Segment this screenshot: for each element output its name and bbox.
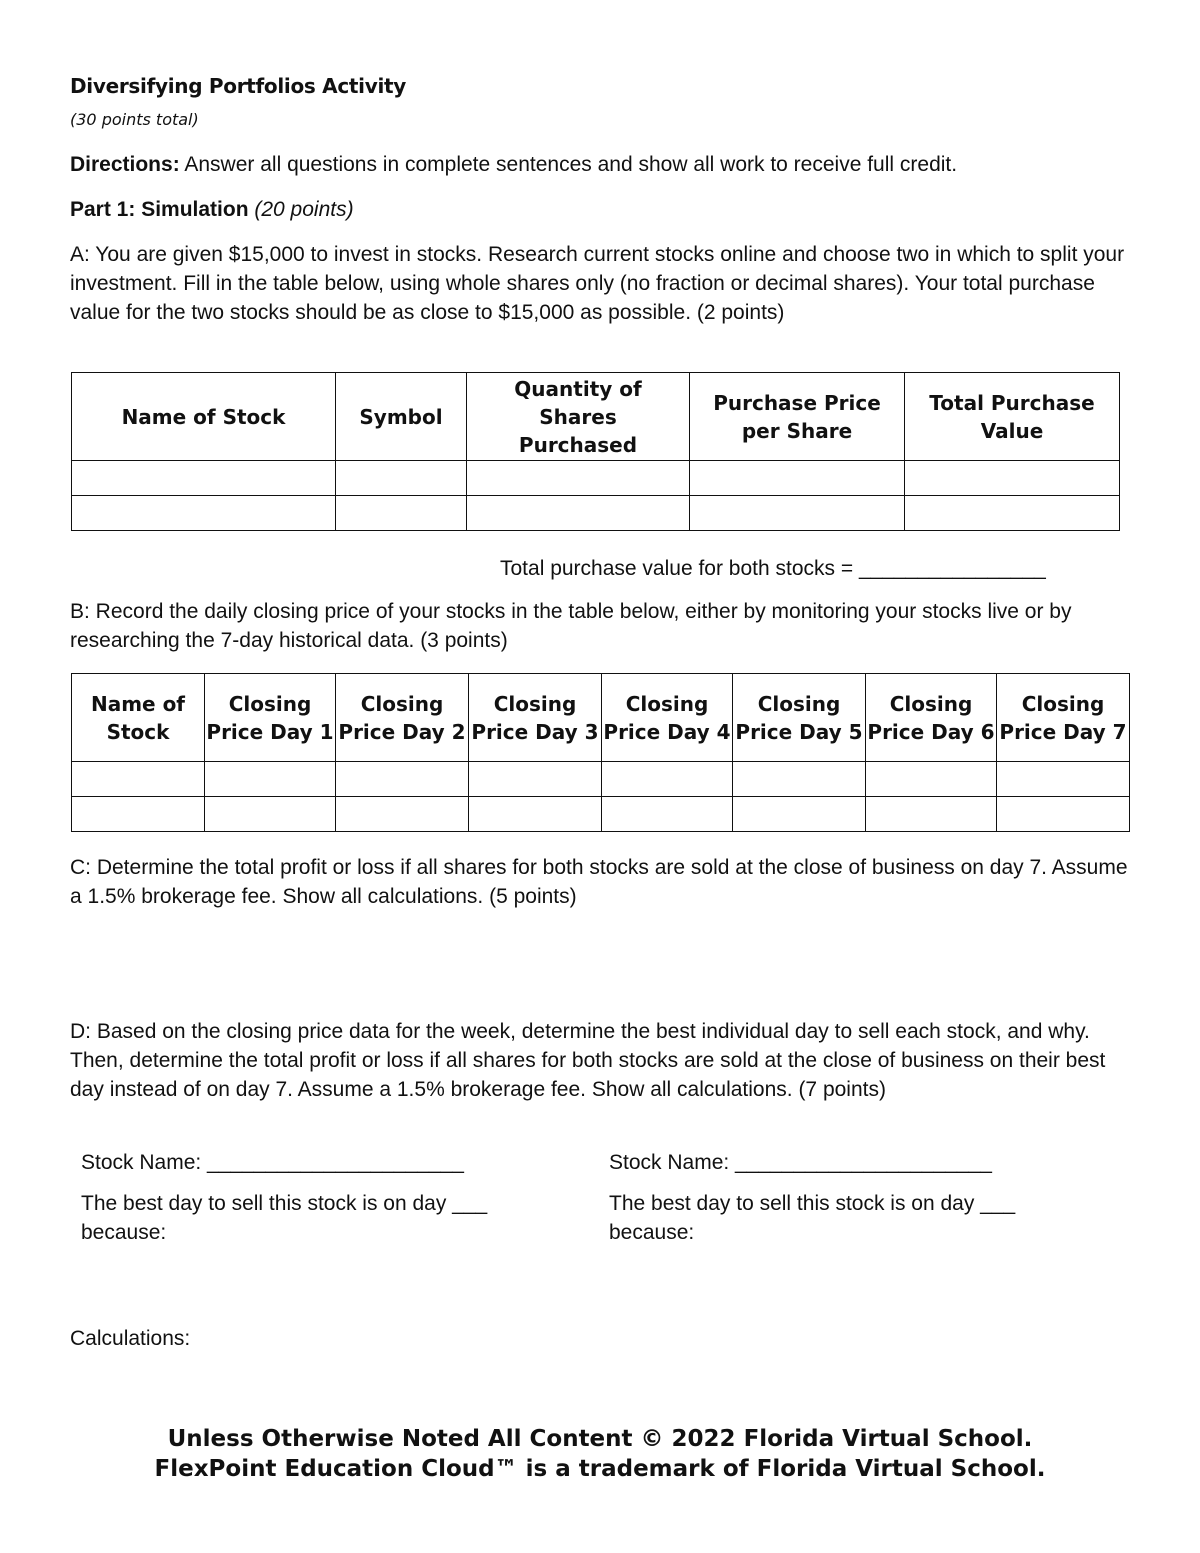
part1-points: (20 points) <box>248 198 354 221</box>
stock-right-best-day[interactable]: The best day to sell this stock is on day ___ because: <box>609 1192 1016 1244</box>
header-day-4: Closing Price Day 4 <box>602 674 733 762</box>
table-row <box>72 797 1130 832</box>
header-day-5: Closing Price Day 5 <box>733 674 866 762</box>
table-cell[interactable] <box>866 762 997 797</box>
table-cell[interactable] <box>336 797 469 832</box>
table-row <box>72 762 1130 797</box>
directions-text: Answer all questions in complete sentences and show all work to receive full credit. <box>179 153 958 176</box>
table-cell[interactable] <box>72 797 205 832</box>
section-c-text: C: Determine the total profit or loss if all shares for both stocks are sold at the close of business on day 7. Assume a 1.5% brokerage fee. Show all calculations. (5 points) <box>70 856 1128 908</box>
stock-left-name-line[interactable]: Stock Name: ______________________ <box>81 1151 464 1174</box>
footer-copyright: Unless Otherwise Noted All Content © 2022 Florida Virtual School. <box>167 1426 1033 1452</box>
table-cell[interactable] <box>905 461 1120 496</box>
section-a-text: A: You are given $15,000 to invest in stocks. Research current stocks online and choose two in which to split your investment. Fill in the table below, using whole shares only (no fraction or decimal shares). Your total purchase value for the two stocks should be as close to $15,000 as possible. (2 points) <box>70 243 1125 324</box>
table-cell[interactable] <box>690 496 905 531</box>
document-title: Diversifying Portfolios Activity <box>70 74 407 98</box>
header-day-6: Closing Price Day 6 <box>866 674 997 762</box>
table-cell[interactable] <box>205 797 336 832</box>
header-day-2: Closing Price Day 2 <box>336 674 469 762</box>
table-cell[interactable] <box>866 797 997 832</box>
table-cell[interactable] <box>72 461 336 496</box>
purchase-table <box>71 372 1120 531</box>
table-cell[interactable] <box>997 797 1130 832</box>
table-cell[interactable] <box>72 762 205 797</box>
table-cell[interactable] <box>602 797 733 832</box>
points-total: (30 points total) <box>70 110 199 129</box>
directions-label: Directions: <box>70 153 180 176</box>
closing-price-table <box>71 673 1130 832</box>
header-quantity: Quantity of Shares Purchased <box>467 373 690 461</box>
table-cell[interactable] <box>469 762 602 797</box>
header-symbol: Symbol <box>336 373 467 461</box>
table-row <box>72 461 1120 496</box>
header-name-of-stock: Name of Stock <box>72 674 205 762</box>
stock-left-best-day[interactable]: The best day to sell this stock is on day ___ because: <box>81 1192 488 1244</box>
stock-right-name-line[interactable]: Stock Name: ______________________ <box>609 1151 992 1174</box>
table-cell[interactable] <box>733 797 866 832</box>
table-cell[interactable] <box>733 762 866 797</box>
section-d-text: D: Based on the closing price data for the week, determine the best individual day to sell each stock, and why. Then, determine the total profit or loss if all shares for both stocks are sold at the close of business on their best day instead of on day 7. Assume a 1.5% brokerage fee. Show all calculations. (7 points) <box>70 1020 1106 1101</box>
table-cell[interactable] <box>690 461 905 496</box>
header-day-3: Closing Price Day 3 <box>469 674 602 762</box>
table-cell[interactable] <box>336 461 467 496</box>
directions <box>70 150 1140 179</box>
table-cell[interactable] <box>336 762 469 797</box>
table-cell[interactable] <box>602 762 733 797</box>
table-cell[interactable] <box>72 496 336 531</box>
section-b-text: B: Record the daily closing price of your stocks in the table below, either by monitoring your stocks live or by researching the 7-day historical data. (3 points) <box>70 600 1072 652</box>
footer-trademark: FlexPoint Education Cloud™ is a trademark of Florida Virtual School. <box>154 1456 1046 1482</box>
purchase-table-header-row <box>72 373 1120 461</box>
table-cell[interactable] <box>469 797 602 832</box>
header-day-1: Closing Price Day 1 <box>205 674 336 762</box>
table-row <box>72 496 1120 531</box>
closing-table-header-row <box>72 674 1130 762</box>
table-cell[interactable] <box>467 461 690 496</box>
table-cell[interactable] <box>467 496 690 531</box>
header-day-7: Closing Price Day 7 <box>997 674 1130 762</box>
header-total-purchase-value: Total Purchase Value <box>905 373 1120 461</box>
calculations-label: Calculations: <box>70 1327 191 1350</box>
header-purchase-price: Purchase Price per Share <box>690 373 905 461</box>
table-cell[interactable] <box>905 496 1120 531</box>
header-name-of-stock: Name of Stock <box>72 373 336 461</box>
part1-heading <box>70 195 1140 224</box>
part1-label: Part 1: Simulation <box>70 198 249 221</box>
table-cell[interactable] <box>205 762 336 797</box>
total-purchase-line: Total purchase value for both stocks = ________________ <box>500 557 1046 580</box>
table-cell[interactable] <box>997 762 1130 797</box>
table-cell[interactable] <box>336 496 467 531</box>
